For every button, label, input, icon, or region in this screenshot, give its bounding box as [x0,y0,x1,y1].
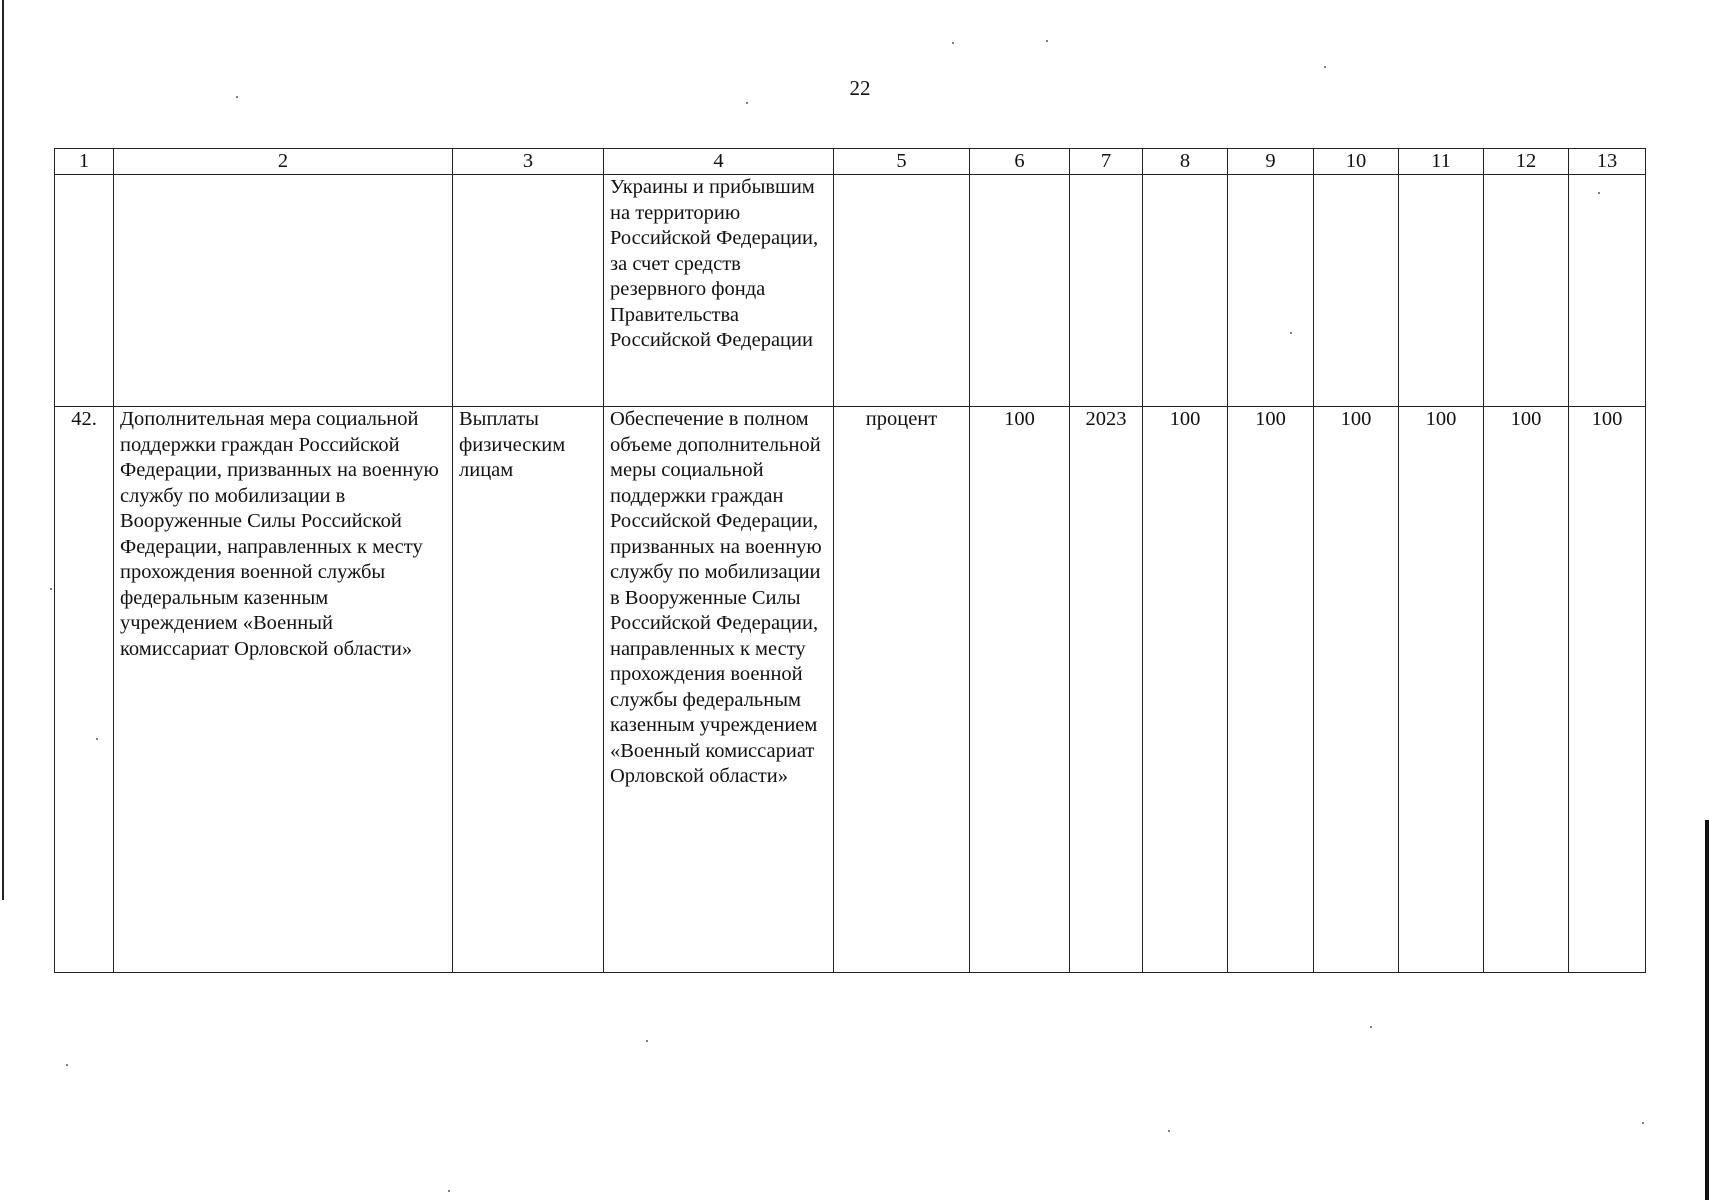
value-col-13: 100 [1569,407,1646,973]
page-number: 22 [849,76,871,100]
scan-speck [1642,1122,1644,1124]
measure-type: Выплаты физическим лицам [453,407,604,973]
cell-empty [1228,175,1314,407]
scan-speck [1046,40,1048,42]
header-col-3: 3 [453,149,604,175]
row-number: 42. [55,407,114,973]
scan-speck [646,1040,648,1042]
cell-empty [1569,175,1646,407]
cell-empty [834,175,970,407]
value-col-11: 100 [1399,407,1484,973]
document-table [54,148,1646,973]
scan-speck [50,588,52,590]
cell-empty [1143,175,1228,407]
header-col-9: 9 [1228,149,1314,175]
table-header-row [55,149,1646,175]
cell-empty [453,175,604,407]
header-col-11: 11 [1399,149,1484,175]
header-col-5: 5 [834,149,970,175]
measure-result: Обеспечение в полном объеме дополнительной меры социальной поддержки граждан Российской Федерации, призванных на военную службу по мобилизации в Вооруженные Силы Российской Федерации, направленных к месту прохождения военной службы федеральным казенным учреждением «Военный комиссариат Орловской области» [604,407,834,973]
header-col-2: 2 [114,149,453,175]
table-row-continuation [55,175,1646,407]
header-col-1: 1 [55,149,114,175]
header-col-4: 4 [604,149,834,175]
header-col-6: 6 [970,149,1070,175]
value-col-9: 100 [1228,407,1314,973]
value-col-8: 100 [1143,407,1228,973]
measure-unit: процент [834,407,970,973]
value-col-10: 100 [1314,407,1399,973]
scan-speck [1168,1130,1170,1132]
scan-speck [66,1064,68,1066]
cell-empty [114,175,453,407]
scan-speck [236,96,238,98]
header-col-10: 10 [1314,149,1399,175]
scan-edge-right [1705,820,1709,1200]
scan-speck [746,102,748,104]
measure-name: Дополнительная мера социальной поддержки граждан Российской Федерации, призванных на военную службу по мобилизации в Вооруженные Силы Российской Федерации, направленных к месту прохождения военной службы федеральным казенным учреждением «Военный комиссариат Орловской области» [114,407,453,973]
scan-speck [952,42,954,44]
scan-speck [448,1190,450,1192]
header-col-7: 7 [1070,149,1143,175]
value-col-12: 100 [1484,407,1569,973]
cell-empty [1399,175,1484,407]
scan-speck [96,738,98,740]
scan-edge-left [2,0,4,900]
cell-empty [1314,175,1399,407]
scan-speck [1290,332,1292,334]
value-col-6: 100 [970,407,1070,973]
scan-speck [1324,66,1326,68]
scan-speck [1370,1026,1372,1028]
table-row-42 [55,407,1646,973]
scan-speck [1598,192,1600,194]
value-col-7: 2023 [1070,407,1143,973]
header-col-13: 13 [1569,149,1646,175]
cell-empty [55,175,114,407]
header-col-8: 8 [1143,149,1228,175]
continuation-result-text: Украины и прибывшим на территорию Российской Федерации, за счет средств резервного фонда Правительства Российской Федерации [604,175,834,407]
cell-empty [1070,175,1143,407]
cell-empty [1484,175,1569,407]
cell-empty [970,175,1070,407]
header-col-12: 12 [1484,149,1569,175]
